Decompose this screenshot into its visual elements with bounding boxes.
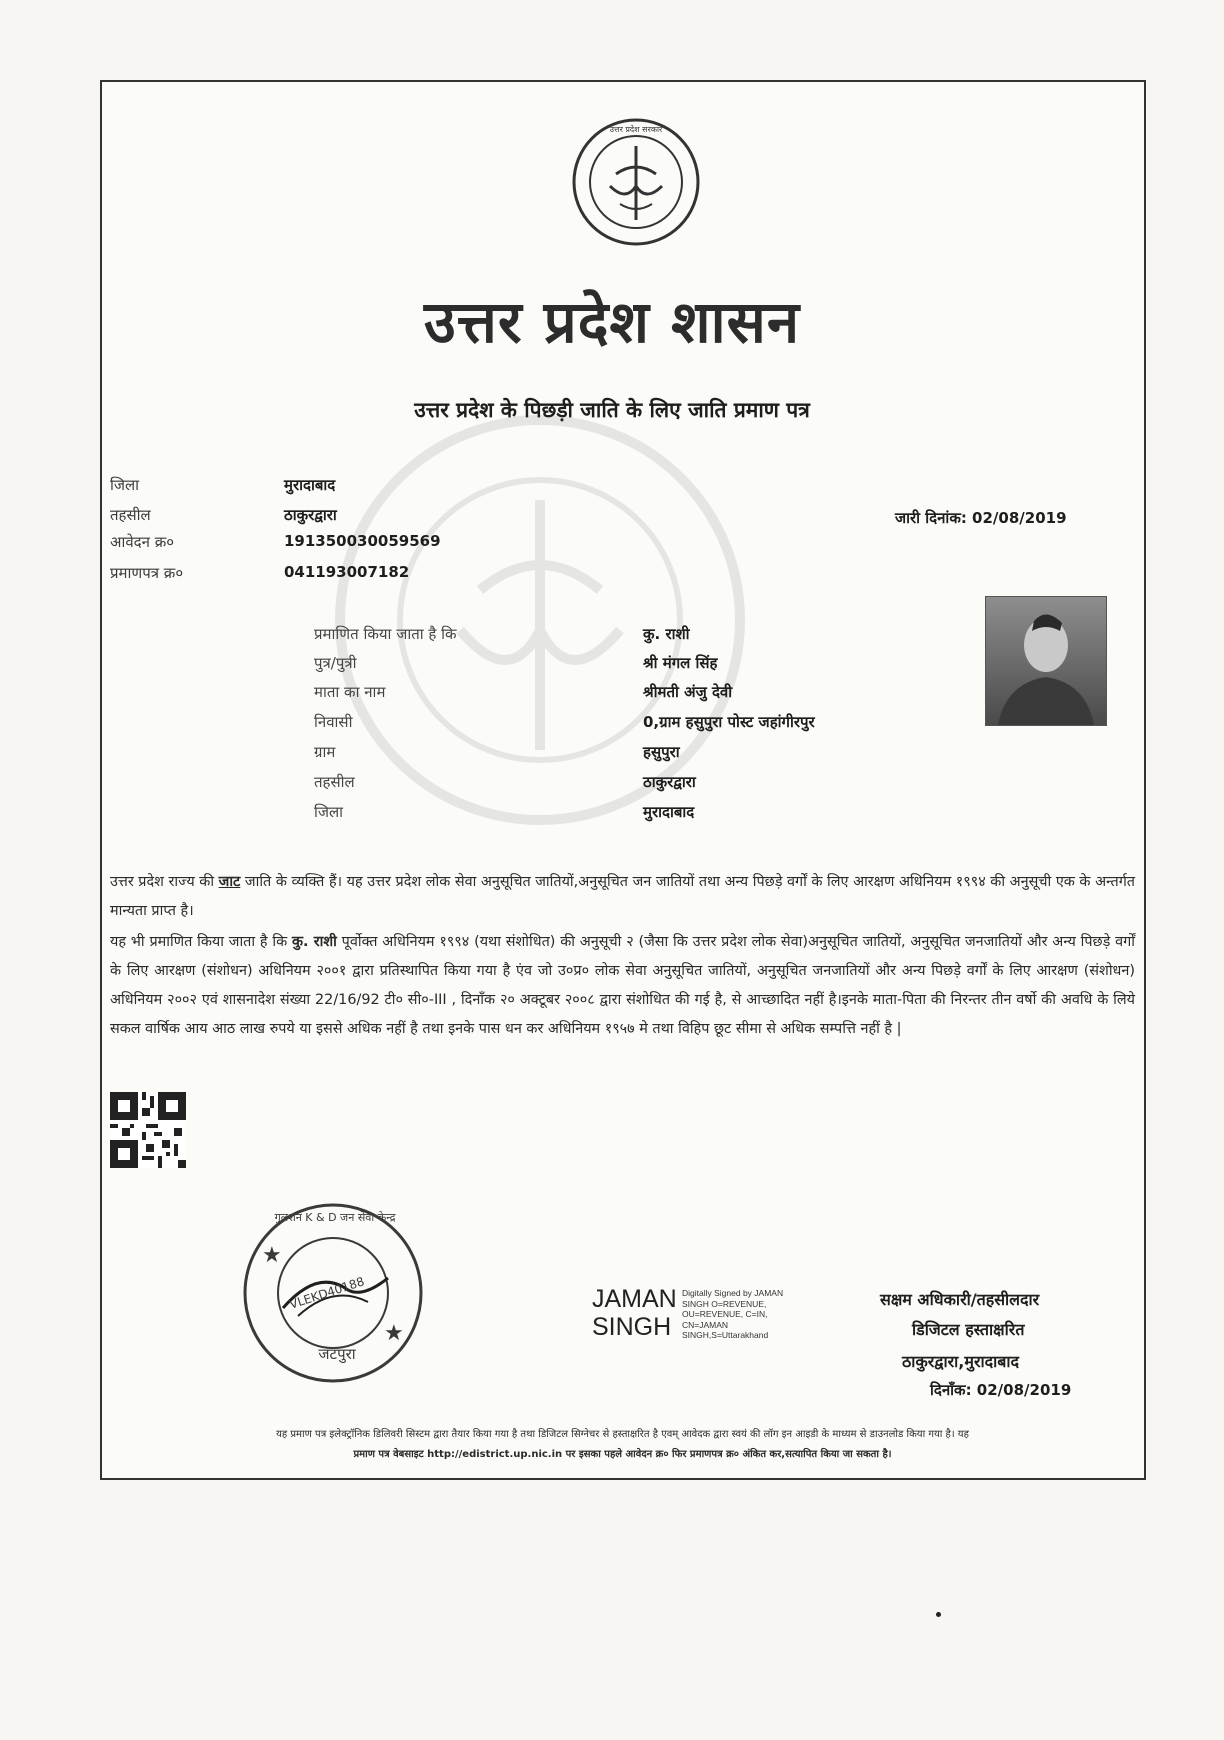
- stray-ink-dot: [936, 1612, 941, 1617]
- footer-line-2: प्रमाण पत्र वेबसाइट http://edistrict.up.nic.in पर इसका पहले आवेदन क्र० फिर प्रमाणपत्र क्र० अंकित कर,सत्यापित किया जा सकता है।: [353, 1449, 892, 1460]
- detail-value-village: हसुपुरा: [643, 743, 680, 761]
- detail-label-resident: निवासी: [314, 713, 353, 731]
- detail-value-father: श्री मंगल सिंह: [643, 654, 718, 672]
- qr-code: [110, 1092, 186, 1168]
- footer-note: [110, 1425, 1135, 1465]
- detail-label-mother: माता का नाम: [314, 683, 386, 701]
- authority-digitally-signed: डिजिटल हस्ताक्षरित: [912, 1320, 1025, 1339]
- applicant-photo: [985, 596, 1107, 726]
- stamp-center-code: VLEKD40188: [287, 1274, 367, 1312]
- district-label: जिला: [110, 476, 140, 494]
- detail-value-name: कु. राशी: [643, 625, 690, 643]
- application-label: आवेदन क्र०: [110, 533, 175, 551]
- application-value: 191350030059569: [284, 532, 441, 550]
- creamy-layer-paragraph: [110, 928, 1135, 1044]
- emblem-watermark: [330, 410, 750, 830]
- authority-designation: सक्षम अधिकारी/तहसीलदार: [880, 1290, 1040, 1309]
- authority-place: ठाकुरद्वारा,मुरादाबाद: [902, 1352, 1020, 1371]
- up-government-emblem: [570, 116, 702, 248]
- paragraph2-end: पूर्वोक्त अधिनियम १९९४ (यथा संशोधित) की अनुसूची २ (जैसा कि उत्तर प्रदेश लोक सेवा)अनुसूचित जातियों, अनुसूचित जनजातियों और अन्य पिछड़े वर्गों के लिए आरक्षण (संशोधन) अधिनियम २००१ द्वारा प्रतिस्थापित किया गया है एंव जो उ०प्र० लोक सेवा अनुसूचित जातियों, अनुसूचित जनजातियों और अन्य पिछड़े वर्गों के लिए आरक्षण (संशोधन) अधिनियम २००२ एवं शासनादेश संख्या 22/16/92 टी० सी०-III , दिनाँक २० अक्टूबर २००८ द्वारा संशोधित की गई है, से आच्छादित नहीं है।इनके माता-पिता की निरन्तर तीन वर्षो की अवधि के लिये सकल वार्षिक आय आठ लाख रुपये या इससे अधिक नहीं है तथा इनके पास धन कर अधिनियम १९५७ मे तथा विहिप छूट सीमा से अधिक सम्पत्ति नहीं है |: [110, 934, 1135, 1037]
- footer-line-1: यह प्रमाण पत्र इलेक्ट्रॉनिक डिलिवरी सिस्टम द्वारा तैयार किया गया है तथा डिजिटल सिग्नेचर से हस्ताक्षरित है एवम् आवेदक द्वारा स्वयं की लॉग इन आइडी के माध्यम से डाउनलोड किया गया है। यह: [276, 1429, 969, 1440]
- digital-signer-name: [592, 1285, 684, 1341]
- detail-label-village: ग्राम: [314, 743, 336, 761]
- stamp-bottom-text: जटपुरा: [318, 1345, 356, 1363]
- caste-name: जाट: [218, 874, 241, 890]
- detail-label-parent: पुत्र/पुत्री: [314, 654, 357, 672]
- tehsil-value: ठाकुरद्वारा: [284, 506, 337, 524]
- detail-label-certified: प्रमाणित किया जाता है कि: [314, 625, 457, 643]
- government-title: उत्तर प्रदेश शासन: [423, 288, 801, 356]
- signer-name-line2: SINGH: [592, 1313, 672, 1341]
- svg-text:★: ★: [262, 1243, 282, 1268]
- certificate-number-value: 041193007182: [284, 563, 410, 581]
- caste-declaration-paragraph: [110, 868, 1135, 926]
- detail-label-tehsil: तहसील: [314, 773, 355, 791]
- svg-text:★: ★: [384, 1321, 404, 1346]
- signer-name-line1: JAMAN: [592, 1285, 677, 1313]
- portrait-silhouette: [986, 597, 1106, 725]
- emblem-text: उत्तर प्रदेश सरकार: [609, 125, 663, 134]
- detail-value-address: 0,ग्राम हसुपुरा पोस्ट जहांगीरपुर: [643, 713, 815, 731]
- certificate-number-label: प्रमाणपत्र क्र०: [110, 564, 184, 582]
- certificate-title: उत्तर प्रदेश के पिछड़ी जाति के लिए जाति प्रमाण पत्र: [414, 398, 810, 422]
- detail-value-mother: श्रीमती अंजु देवी: [643, 683, 733, 701]
- paragraph1-end: जाति के व्यक्ति हैं। यह उत्तर प्रदेश लोक सेवा अनुसूचित जातियों,अनुसूचित जन जातियों तथा अन्य पिछड़े वर्गों के लिए आरक्षण अधिनियम १९९४ की अनुसूची एक के अन्तर्गत मान्यता प्राप्त है।: [110, 874, 1135, 919]
- paragraph2-name: कु. राशी: [291, 934, 337, 950]
- paragraph1-start: उत्तर प्रदेश राज्य की: [110, 874, 219, 890]
- tehsil-label: तहसील: [110, 506, 151, 524]
- authority-date: दिनाँक: 02/08/2019: [930, 1381, 1072, 1399]
- detail-value-tehsil: ठाकुरद्वारा: [643, 773, 696, 791]
- stamp-ring-text: गुलशन K & D जन सेवा केन्द्र: [274, 1211, 396, 1224]
- district-value: मुरादाबाद: [284, 476, 336, 494]
- detail-label-district: जिला: [314, 803, 344, 821]
- digital-signature-detail: Digitally Signed by JAMAN SINGH O=REVENUE, OU=REVENUE, C=IN, CN=JAMAN SINGH,S=Uttarakhand: [682, 1288, 784, 1340]
- paragraph2-start: यह भी प्रमाणित किया जाता है कि: [110, 934, 292, 950]
- detail-value-district: मुरादाबाद: [643, 803, 695, 821]
- issue-date: जारी दिनांक: 02/08/2019: [895, 509, 1067, 527]
